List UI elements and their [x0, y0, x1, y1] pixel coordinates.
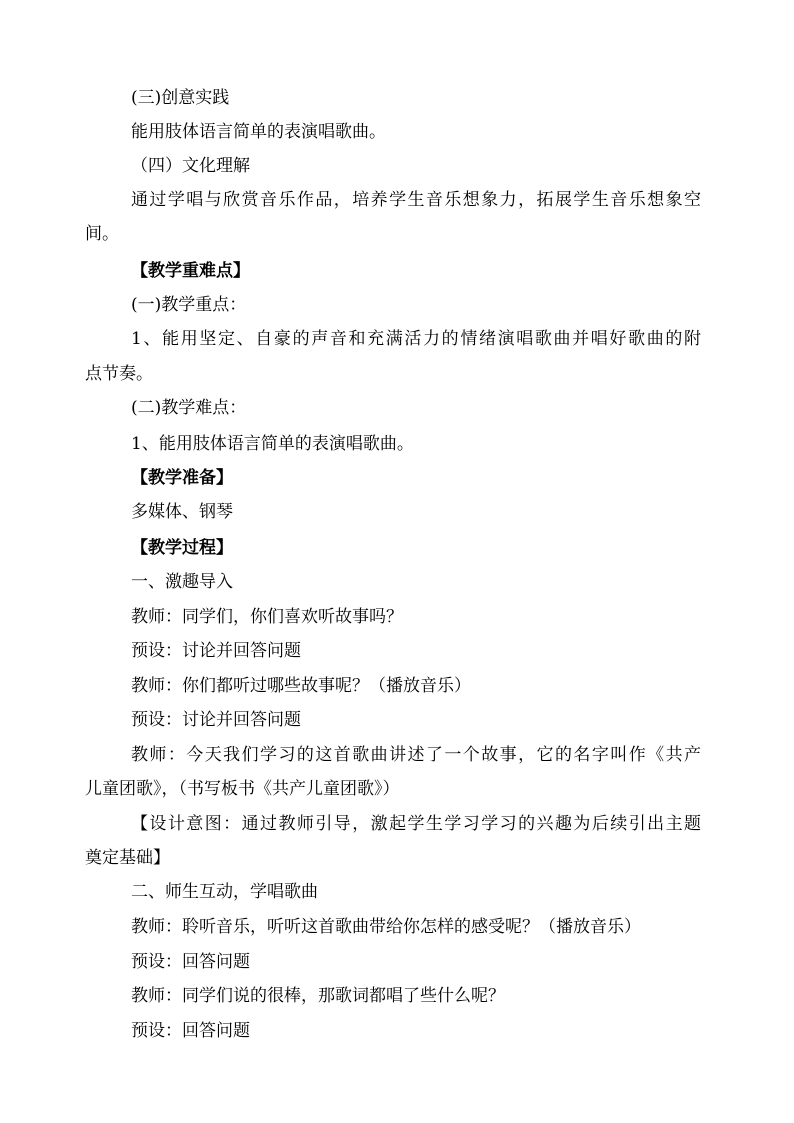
paragraph-line: 通过学唱与欣赏音乐作品，培养学生音乐想象力，拓展学生音乐想象空 [131, 190, 701, 210]
dialogue-line: 教师：聆听音乐，听听这首歌曲带给你怎样的感受呢？（播放音乐） [131, 917, 641, 937]
dialogue-line: 预设：回答问题 [131, 1021, 250, 1041]
subheading-introduction: 一、激趣导入 [131, 572, 233, 592]
dialogue-line: 预设：讨论并回答问题 [131, 710, 301, 730]
subheading-key-points: (一)教学重点： [131, 295, 247, 315]
paragraph-line: 能用肢体语言简单的表演唱歌曲。 [131, 122, 386, 142]
paragraph-line: 1、能用坚定、自豪的声音和充满活力的情绪演唱歌曲并唱好歌曲的附 [131, 329, 701, 349]
dialogue-line: 预设：回答问题 [131, 952, 250, 972]
dialogue-line: 教师：同学们说的很棒，那歌词都唱了些什么呢？ [131, 986, 505, 1006]
design-intent-line-continuation: 奠定基础】 [85, 848, 170, 868]
paragraph-line: 多媒体、钢琴 [131, 502, 233, 522]
paragraph-line-continuation: 点节奏。 [85, 364, 153, 384]
design-intent-line: 【设计意图：通过教师引导，激起学生学习学习的兴趣为后续引出主题 [131, 814, 701, 834]
dialogue-line: 预设：讨论并回答问题 [131, 641, 301, 661]
dialogue-line: 教师：同学们，你们喜欢听故事吗？ [131, 607, 403, 627]
paragraph-line: 1、能用肢体语言简单的表演唱歌曲。 [131, 434, 414, 454]
dialogue-line-continuation: 儿童团歌》，（书写板书《共产儿童团歌》） [85, 779, 400, 799]
section-title-process: 【教学过程】 [131, 538, 233, 558]
subheading-difficult-points: (二)教学难点： [131, 398, 247, 418]
dialogue-line: 教师：你们都听过哪些故事呢？（播放音乐） [131, 676, 471, 696]
paragraph-line-continuation: 间。 [85, 224, 119, 244]
dialogue-line: 教师：今天我们学习的这首歌曲讲述了一个故事，它的名字叫作《共产 [131, 745, 701, 765]
section-title-key-difficult-points: 【教学重难点】 [131, 261, 250, 281]
section-heading-creative-practice: (三)创意实践 [131, 88, 230, 108]
section-title-preparation: 【教学准备】 [131, 468, 233, 488]
subheading-interaction: 二、师生互动，学唱歌曲 [131, 882, 318, 902]
section-heading-cultural-understanding: （四）文化理解 [131, 156, 250, 176]
